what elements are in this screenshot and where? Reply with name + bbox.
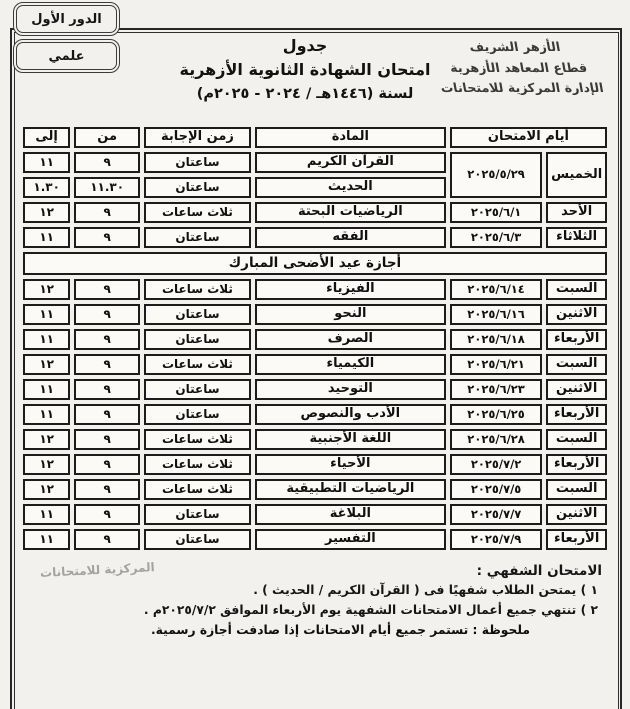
from-cell: ٩ (74, 404, 140, 425)
from-cell: ٩ (74, 529, 140, 550)
subject-cell: الأدب والنصوص (255, 404, 446, 425)
subject-cell: الرياضيات التطبيقية (255, 479, 446, 500)
header-days: أيام الامتحان (450, 127, 607, 148)
subject-cell: الكيمياء (255, 354, 446, 375)
table-row (23, 304, 607, 325)
duration-cell: ثلاث ساعات (144, 202, 251, 223)
document-frame (10, 28, 622, 709)
date-cell: ٢٠٢٥/٥/٢٩ (450, 152, 542, 198)
remark-note: ملحوظة : تستمر جميع أيام الامتحانات إذا صادفت أجازة رسمية. (150, 623, 530, 638)
to-cell: ١١ (23, 329, 70, 350)
subject-cell: الحديث (255, 177, 446, 198)
round-badge-label: الدور الأول (31, 11, 102, 27)
to-cell: ١١ (23, 529, 70, 550)
title-exam-name: امتحان الشهادة الثانوية الأزهرية (179, 60, 431, 79)
duration-cell: ثلاث ساعات (144, 279, 251, 300)
duration-cell: ساعتان (144, 504, 251, 525)
header-duration: زمن الإجابة (144, 127, 251, 148)
header-to: إلى (23, 127, 70, 148)
date-cell: ٢٠٢٥/٦/١٨ (450, 329, 542, 350)
day-cell: السبت (546, 279, 607, 300)
day-cell: الأربعاء (546, 404, 607, 425)
oral-exam-heading: الامتحان الشفهي : (476, 563, 602, 579)
from-cell: ٩ (74, 379, 140, 400)
date-cell: ٢٠٢٥/٦/٢٥ (450, 404, 542, 425)
from-cell: ٩ (74, 354, 140, 375)
oral-note-2: ٢ ) تنتهي جميع أعمال الامتحانات الشفهية يوم الأربعاء الموافق ٢٠٢٥/٧/٢م . (143, 603, 598, 618)
day-cell: الأربعاء (546, 529, 607, 550)
table-row (23, 227, 607, 248)
date-cell: ٢٠٢٥/٦/١٤ (450, 279, 542, 300)
holiday-row (23, 252, 607, 275)
date-cell: ٢٠٢٥/٧/٥ (450, 479, 542, 500)
from-cell: ٩ (74, 504, 140, 525)
to-cell: ١١ (23, 227, 70, 248)
day-cell: الخميس (546, 152, 607, 198)
duration-cell: ساعتان (144, 329, 251, 350)
from-cell: ٩ (74, 454, 140, 475)
table-row (23, 529, 607, 550)
to-cell: ١١ (23, 404, 70, 425)
date-cell: ٢٠٢٥/٦/٢٣ (450, 379, 542, 400)
duration-cell: ساعتان (144, 304, 251, 325)
exam-schedule-table (19, 123, 611, 554)
date-cell: ٢٠٢٥/٦/٢١ (450, 354, 542, 375)
subject-cell: اللغة الأجنبية (255, 429, 446, 450)
to-cell: ١١ (23, 504, 70, 525)
round-badge (13, 2, 120, 36)
from-cell: ٩ (74, 429, 140, 450)
day-cell: الأحد (546, 202, 607, 223)
subject-cell: القرآن الكريم (255, 152, 446, 173)
table-row (23, 354, 607, 375)
to-cell: ١٢ (23, 429, 70, 450)
subject-cell: النحو (255, 304, 446, 325)
oral-note-1: ١ ) يمتحن الطلاب شفهيًا فى ( القرآن الكريم / الحديث ) . (253, 583, 598, 598)
subject-cell: التوحيد (255, 379, 446, 400)
table-row (23, 454, 607, 475)
to-cell: ١١ (23, 152, 70, 173)
date-cell: ٢٠٢٥/٦/١٦ (450, 304, 542, 325)
from-cell: ١١.٣٠ (74, 177, 140, 198)
day-cell: الاثنين (546, 304, 607, 325)
table-row (23, 504, 607, 525)
duration-cell: ثلاث ساعات (144, 454, 251, 475)
date-cell: ٢٠٢٥/٧/٢ (450, 454, 542, 475)
duration-cell: ثلاث ساعات (144, 479, 251, 500)
from-cell: ٩ (74, 227, 140, 248)
day-cell: الثلاثاء (546, 227, 607, 248)
org-line-2: قطاع المعاهد الأزهرية (448, 59, 589, 75)
table-row (23, 329, 607, 350)
date-cell: ٢٠٢٥/٦/١ (450, 202, 542, 223)
day-cell: الاثنين (546, 504, 607, 525)
subject-cell: الفقه (255, 227, 446, 248)
to-cell: ١٢ (23, 202, 70, 223)
holiday-cell: أجازة عيد الأضحى المبارك (23, 252, 607, 275)
track-badge-label: علمي (48, 48, 85, 64)
to-cell: ١٢ (23, 479, 70, 500)
duration-cell: ساعتان (144, 152, 251, 173)
day-cell: الاثنين (546, 379, 607, 400)
header-from: من (74, 127, 140, 148)
duration-cell: ساعتان (144, 529, 251, 550)
subject-cell: الصرف (255, 329, 446, 350)
footer-notes (12, 554, 620, 641)
org-line-3: الإدارة المركزية للامتحانات (439, 80, 605, 96)
date-cell: ٢٠٢٥/٧/٧ (450, 504, 542, 525)
org-line-1: الأزهر الشريف (468, 39, 562, 54)
subject-cell: الرياضيات البحتة (255, 202, 446, 223)
subject-cell: الفيزياء (255, 279, 446, 300)
title-year: لسنة (١٤٤٦هـ / ٢٠٢٤ - ٢٠٢٥م) (196, 85, 414, 102)
duration-cell: ساعتان (144, 227, 251, 248)
from-cell: ٩ (74, 304, 140, 325)
day-cell: السبت (546, 429, 607, 450)
table-row (23, 152, 607, 173)
day-cell: الأربعاء (546, 329, 607, 350)
page-title (175, 34, 435, 106)
table-header-row (23, 127, 607, 148)
duration-cell: ساعتان (144, 379, 251, 400)
table-row (23, 202, 607, 223)
table-row (23, 279, 607, 300)
duration-cell: ساعتان (144, 177, 251, 198)
date-cell: ٢٠٢٥/٦/٣ (450, 227, 542, 248)
date-cell: ٢٠٢٥/٧/٩ (450, 529, 542, 550)
day-cell: السبت (546, 354, 607, 375)
duration-cell: ثلاث ساعات (144, 354, 251, 375)
subject-cell: البلاغة (255, 504, 446, 525)
to-cell: ١٢ (23, 354, 70, 375)
table-row (23, 404, 607, 425)
date-cell: ٢٠٢٥/٦/٢٨ (450, 429, 542, 450)
azhar-calligraphy-logo (426, 37, 612, 99)
from-cell: ٩ (74, 152, 140, 173)
track-badge (13, 39, 120, 73)
to-cell: ١.٣٠ (23, 177, 70, 198)
watermark-stamp: المركزية للامتحانات (39, 560, 155, 580)
title-word-schedule: جدول (282, 36, 328, 55)
from-cell: ٩ (74, 329, 140, 350)
duration-cell: ثلاث ساعات (144, 429, 251, 450)
from-cell: ٩ (74, 202, 140, 223)
table-row (23, 379, 607, 400)
to-cell: ١١ (23, 379, 70, 400)
duration-cell: ساعتان (144, 404, 251, 425)
from-cell: ٩ (74, 479, 140, 500)
day-cell: الأربعاء (546, 454, 607, 475)
to-cell: ١١ (23, 304, 70, 325)
table-row (23, 479, 607, 500)
subject-cell: الأحياء (255, 454, 446, 475)
to-cell: ١٢ (23, 279, 70, 300)
table-row (23, 429, 607, 450)
header-subject: المادة (255, 127, 446, 148)
subject-cell: التفسير (255, 529, 446, 550)
day-cell: السبت (546, 479, 607, 500)
from-cell: ٩ (74, 279, 140, 300)
to-cell: ١٢ (23, 454, 70, 475)
